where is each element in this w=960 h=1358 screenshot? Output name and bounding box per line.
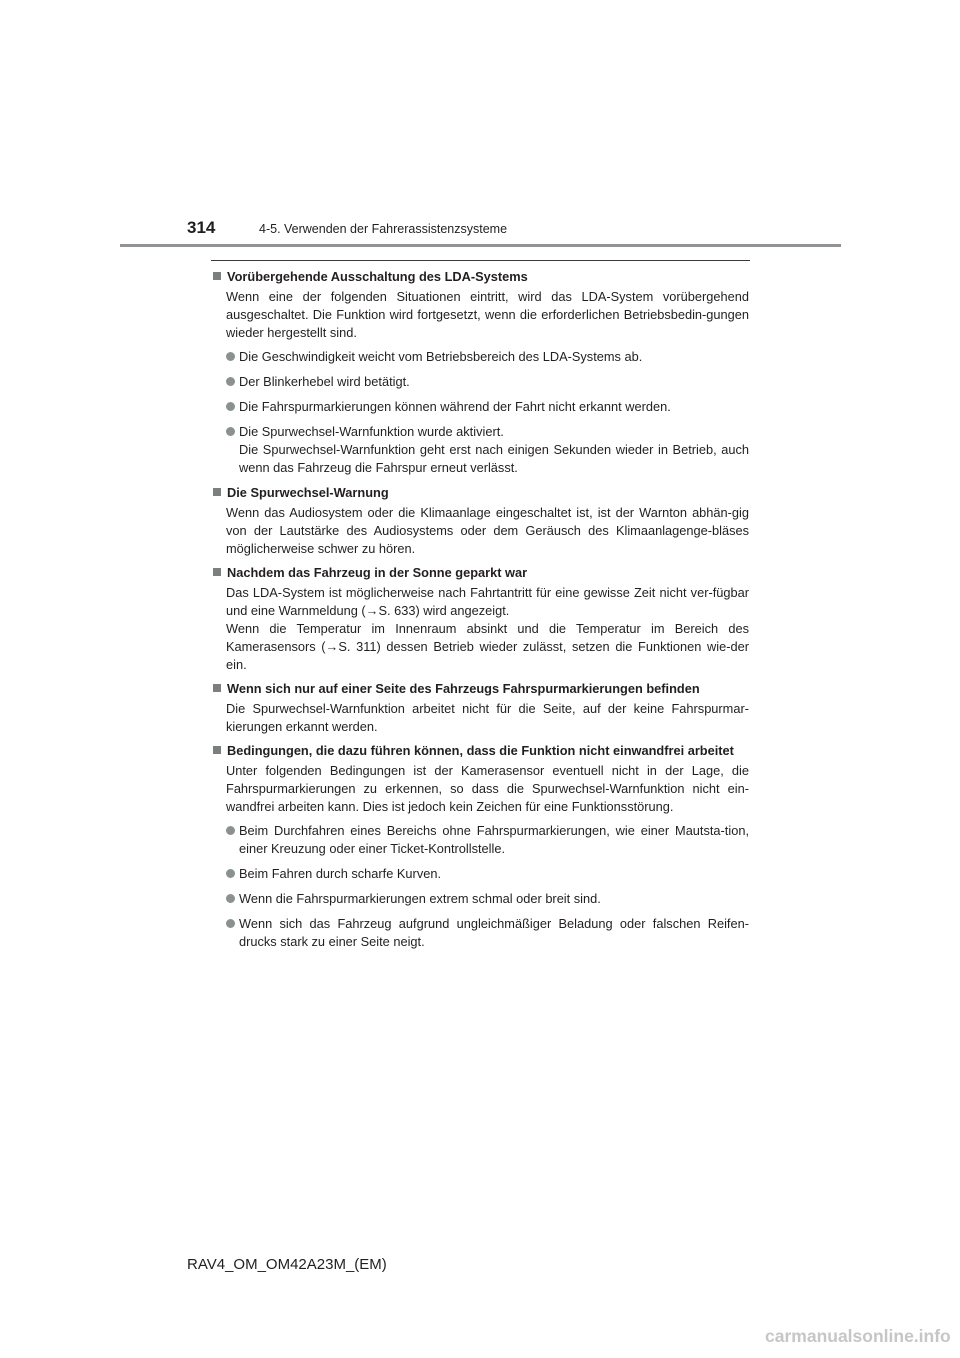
- section-heading: [212, 564, 749, 582]
- round-bullet-icon: [226, 894, 235, 903]
- round-bullet-icon: [226, 377, 235, 386]
- section: [212, 484, 749, 558]
- round-bullet-icon: [226, 402, 235, 411]
- square-bullet-icon: [213, 272, 221, 280]
- paragraph-text: Wenn eine der folgenden Situationen eintritt, wird das LDA-System vorübergehend ausgeschaltet. Die Funktion wird fortgesetzt, wenn die erforderlichen Betriebsbedin-gungen wieder hergestellt sind.: [226, 289, 749, 340]
- section: [212, 742, 749, 951]
- round-bullet-icon: [226, 826, 235, 835]
- section-paragraph: [212, 762, 749, 816]
- section-paragraph: [212, 288, 749, 342]
- section-paragraph: [212, 584, 749, 674]
- main-content: [212, 268, 749, 958]
- list-item-text: Beim Fahren durch scharfe Kurven.: [239, 866, 442, 881]
- round-bullet-icon: [226, 352, 235, 361]
- section-paragraph: [212, 700, 749, 736]
- square-bullet-icon: [213, 568, 221, 576]
- list-item-text: Wenn die Fahrspurmarkierungen extrem schmal oder breit sind.: [239, 891, 601, 906]
- list-item: [212, 915, 749, 951]
- round-bullet-icon: [226, 427, 235, 436]
- section: [212, 564, 749, 674]
- list-item: [212, 822, 749, 858]
- section-heading-text: Vorübergehende Ausschaltung des LDA-Systems: [227, 269, 528, 284]
- list-item-text: Wenn sich das Fahrzeug aufgrund ungleichmäßiger Beladung oder falschen Reifen-drucks stark zu einer Seite neigt.: [239, 916, 749, 949]
- section-heading: [212, 742, 749, 760]
- list-item: [212, 423, 749, 477]
- round-bullet-icon: [226, 919, 235, 928]
- section-heading-text: Bedingungen, die dazu führen können, dass die Funktion nicht einwandfrei arbeitet: [227, 743, 734, 758]
- section-heading-text: Die Spurwechsel-Warnung: [227, 485, 389, 500]
- list-item-text: Die Geschwindigkeit weicht vom Betriebsbereich des LDA-Systems ab.: [239, 349, 643, 364]
- section: [212, 680, 749, 736]
- section-heading: [212, 484, 749, 502]
- list-item: [212, 398, 749, 416]
- list-item-text: Die Spurwechsel-Warnfunktion geht erst nach einigen Sekunden wieder in Betrieb, auch wenn das Fahrzeug die Fahrspur erneut verlässt.: [239, 442, 749, 475]
- list-item-text: Die Spurwechsel-Warnfunktion wurde aktiviert.: [239, 424, 504, 439]
- paragraph-text: Das LDA-System ist möglicherweise nach Fahrtantritt für eine gewisse Zeit nicht ver-fügbar und eine Warnmeldung (→S. 633) wird angezeigt.: [226, 585, 749, 618]
- paragraph-text: Wenn das Audiosystem oder die Klimaanlage eingeschaltet ist, ist der Warnton abhän-gig von der Lautstärke des Audiosystems oder dem Geräusch des Klimaanlagenge-bläses möglicherweise schwer zu hören.: [226, 505, 749, 556]
- list-item-text: Die Fahrspurmarkierungen können während der Fahrt nicht erkannt werden.: [239, 399, 671, 414]
- list-item-text: Beim Durchfahren eines Bereichs ohne Fahrspurmarkierungen, wie einer Mautsta-tion, einer Kreuzung oder einer Ticket-Kontrollstelle.: [239, 823, 749, 856]
- section: [212, 268, 749, 477]
- page-number: 314: [187, 218, 216, 237]
- section-heading-text: Wenn sich nur auf einer Seite des Fahrzeugs Fahrspurmarkierungen befinden: [227, 681, 700, 696]
- section-heading: [212, 268, 749, 286]
- square-bullet-icon: [213, 746, 221, 754]
- section-paragraph: [212, 504, 749, 558]
- paragraph-text: Unter folgenden Bedingungen ist der Kamerasensor eventuell nicht in der Lage, die Fahrspurmarkierungen zu erkennen, so dass die Spurwechsel-Warnfunktion nicht ein-wandfrei arbeiten kann. Dies ist jedoch kein Zeichen für eine Funktionsstörung.: [226, 763, 749, 814]
- content-divider: [211, 260, 750, 261]
- list-item: [212, 890, 749, 908]
- header-rule: [120, 244, 841, 247]
- paragraph-text: Die Spurwechsel-Warnfunktion arbeitet nicht für die Seite, auf der keine Fahrspurmar-kierungen erkannt werden.: [226, 701, 749, 734]
- list-item-text: Der Blinkerhebel wird betätigt.: [239, 374, 410, 389]
- watermark: carmanualsonline.info: [765, 1326, 951, 1346]
- square-bullet-icon: [213, 488, 221, 496]
- document-code: RAV4_OM_OM42A23M_(EM): [187, 1256, 387, 1273]
- list-item: [212, 865, 749, 883]
- square-bullet-icon: [213, 684, 221, 692]
- list-item: [212, 348, 749, 366]
- paragraph-text: Wenn die Temperatur im Innenraum absinkt und die Temperatur im Bereich des Kamerasensors (→S. 311) dessen Betrieb wieder zulässt, setzen die Funktionen wie-der ein.: [226, 621, 749, 672]
- list-item: [212, 373, 749, 391]
- round-bullet-icon: [226, 869, 235, 878]
- chapter-title: 4-5. Verwenden der Fahrerassistenzsysteme: [259, 222, 508, 236]
- section-heading-text: Nachdem das Fahrzeug in der Sonne geparkt war: [227, 565, 528, 580]
- section-heading: [212, 680, 749, 698]
